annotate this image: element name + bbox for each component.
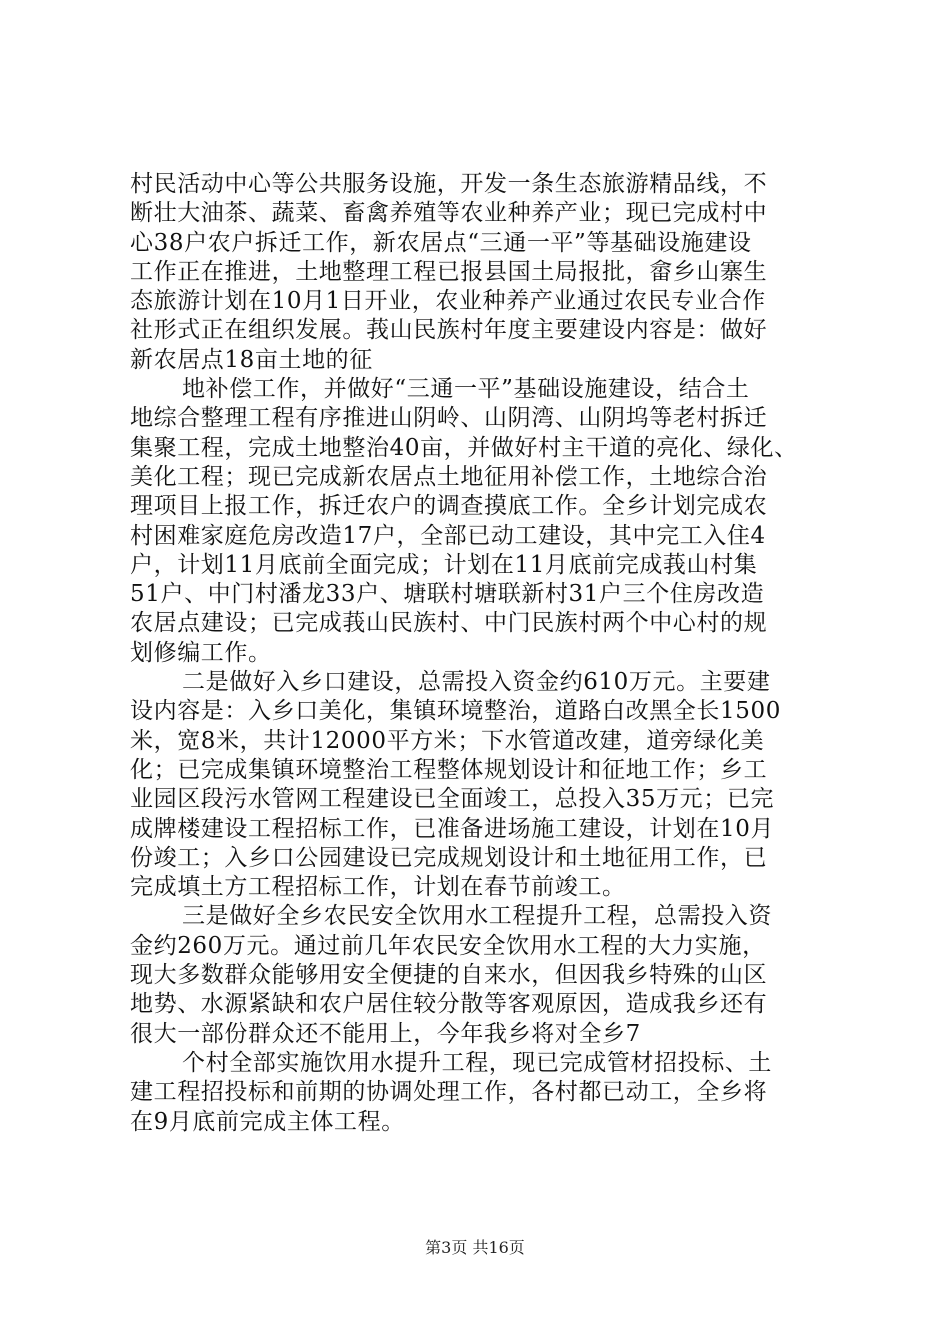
text-line: 心38户农户拆迁工作，新农居点“三通一平”等基础设施建设: [130, 229, 752, 256]
text-line: 化；已完成集镇环境整治工程整体规划设计和征地工作；乡工: [130, 756, 768, 783]
text-line: 三是做好全乡农民安全饮用水工程提升工程，总需投入资: [182, 903, 772, 930]
text-line: 建工程招投标和前期的协调处理工作，各村都已动工，全乡将: [130, 1079, 768, 1106]
text-line: 新农居点18亩土地的征: [130, 346, 373, 373]
text-line: 美化工程；现已完成新农居点土地征用补偿工作，土地综合治: [130, 463, 768, 490]
text-line: 完成填土方工程招标工作，计划在春节前竣工。: [130, 874, 626, 901]
text-line: 集聚工程，完成土地整治40亩，并做好村主干道的亮化、绿化、: [130, 434, 798, 461]
text-line: 业园区段污水管网工程建设已全面竣工，总投入35万元；已完: [130, 786, 775, 813]
text-line: 农居点建设；已完成莪山民族村、中门民族村两个中心村的规: [130, 610, 768, 637]
text-line: 份竣工；入乡口公园建设已完成规划设计和土地征用工作，已: [130, 844, 768, 871]
text-line: 村民活动中心等公共服务设施，开发一条生态旅游精品线，不: [130, 171, 768, 197]
text-line: 很大一部份群众还不能用上，今年我乡将对全乡7: [130, 1020, 641, 1047]
text-line: 个村全部实施饮用水提升工程，现已完成管材招投标、土: [182, 1049, 772, 1076]
document-body: [130, 170, 830, 1137]
text-line: 二是做好入乡口建设，总需投入资金约610万元。主要建: [182, 669, 771, 696]
text-line: 地势、水源紧缺和农户居住较分散等客观原因，造成我乡还有: [130, 991, 768, 1018]
text-line: 现大多数群众能够用安全便捷的自来水，但因我乡特殊的山区: [130, 962, 768, 989]
text-line: 51户、中门村潘龙33户、塘联村塘联新村31户三个住房改造: [130, 581, 765, 608]
text-line: 在9月底前完成主体工程。: [130, 1108, 405, 1135]
text-line: 理项目上报工作，拆迁农户的调查摸底工作。全乡计划完成农: [130, 493, 768, 520]
text-line: 划修编工作。: [130, 639, 272, 666]
text-line: 村困难家庭危房改造17户，全部已动工建设，其中完工入住4: [130, 522, 766, 549]
page-number-footer: 第3页 共16页: [425, 1238, 525, 1257]
text-line: 户，计划11月底前全面完成；计划在11月底前完成莪山村集: [130, 551, 758, 578]
text-line: 金约260万元。通过前几年农民安全饮用水工程的大力实施，: [130, 932, 766, 959]
text-line: 社形式正在组织发展。莪山民族村年度主要建设内容是：做好: [130, 317, 768, 344]
text-line: 工作正在推进，土地整理工程已报县国土局报批，畲乡山寨生: [130, 258, 768, 285]
text-line: 态旅游计划在10月1日开业，农业种养产业通过农民专业合作: [130, 288, 766, 315]
text-line: 地综合整理工程有序推进山阴岭、山阴湾、山阴坞等老村拆迁: [130, 405, 768, 432]
text-line: 断壮大油茶、蔬菜、畜禽养殖等农业种养产业；现已完成村中: [130, 200, 768, 227]
text-line: 地补偿工作，并做好“三通一平”基础设施建设，结合土: [182, 376, 750, 403]
text-line: 米，宽8米，共计12000平方米；下水管道改建，道旁绿化美: [130, 727, 765, 754]
text-line: 成牌楼建设工程招标工作，已准备进场施工建设，计划在10月: [130, 815, 775, 842]
text-line: 设内容是：入乡口美化，集镇环境整治，道路白改黑全长1500: [130, 698, 781, 725]
